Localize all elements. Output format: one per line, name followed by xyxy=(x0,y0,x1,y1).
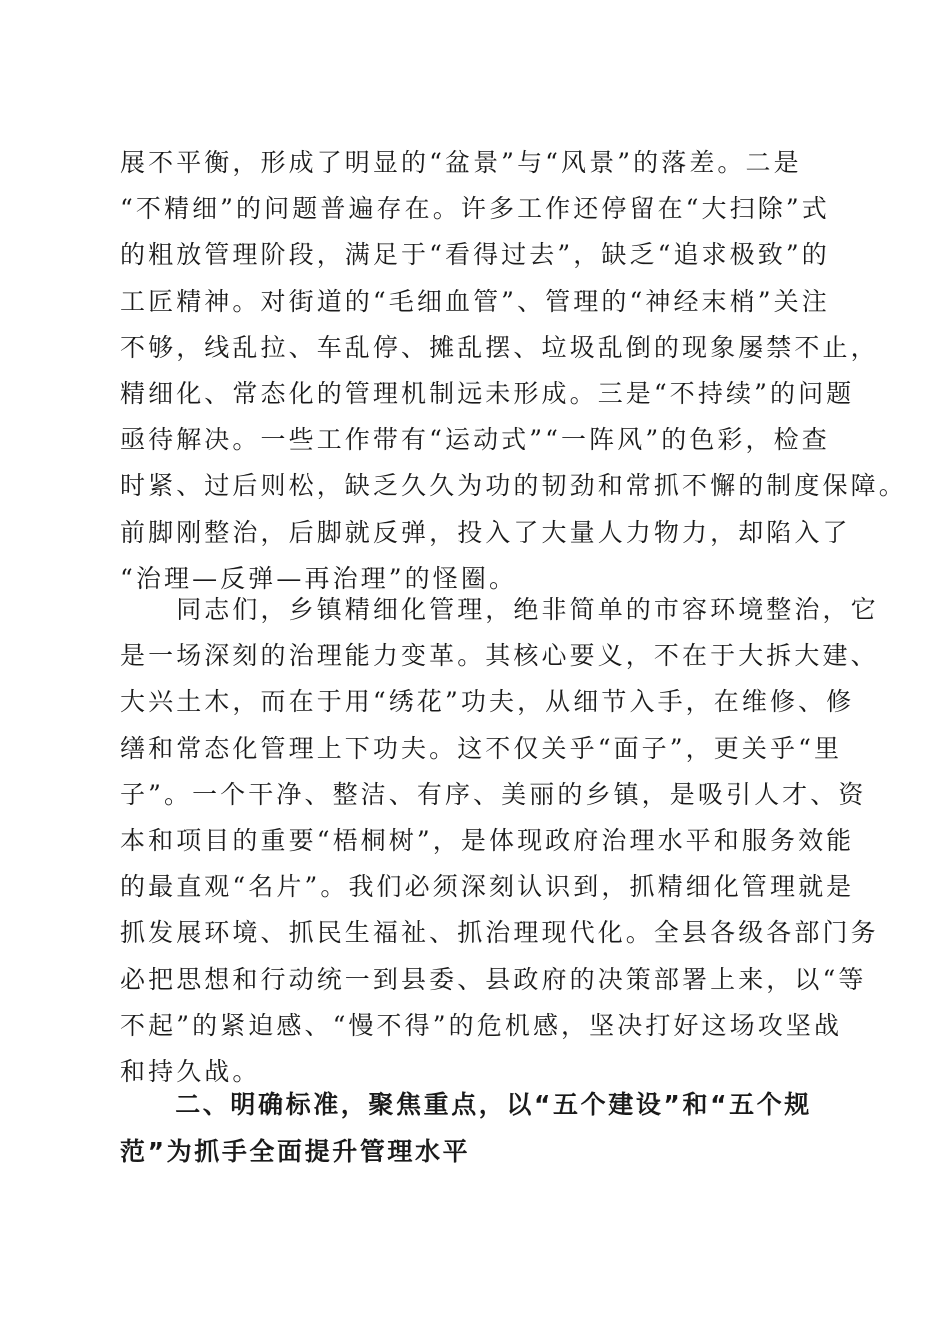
paragraph-line: 同志们，乡镇精细化管理，绝非简单的市容环境整治，它 xyxy=(120,595,879,624)
paragraph-line: 不起”的紧迫感、“慢不得”的危机感，坚决打好这场攻坚战 xyxy=(120,1010,843,1040)
paragraph-line: 展不平衡，形成了明显的“盆景”与“风景”的落差。二是 xyxy=(120,148,802,177)
paragraph-line: 的最直观“名片”。我们必须深刻认识到，抓精细化管理就是 xyxy=(120,872,855,902)
paragraph-line: 不够，线乱拉、车乱停、摊乱摆、垃圾乱倒的现象屡禁不止， xyxy=(120,332,879,362)
paragraph-line: 必把思想和行动统一到县委、县政府的决策部署上来，以“等 xyxy=(120,964,867,994)
paragraph-line: 和持久战。 xyxy=(120,1056,261,1086)
paragraph-line: “不精细”的问题普遍存在。许多工作还停留在“大扫除”式 xyxy=(120,194,830,224)
paragraph-line: 缮和常态化管理上下功夫。这不仅关乎“面子”，更关乎“里 xyxy=(120,733,843,763)
paragraph-line: 的粗放管理阶段，满足于“看得过去”，缺乏“追求极致”的 xyxy=(120,240,830,270)
heading-line: 二、明确标准，聚焦重点，以“五个建设”和“五个规 xyxy=(120,1090,812,1119)
paragraph-line: “治理—反弹—再治理”的怪圈。 xyxy=(120,563,518,593)
paragraph-significance xyxy=(120,587,879,1095)
paragraph-line: 本和项目的重要“梧桐树”，是体现政府治理水平和服务效能 xyxy=(120,825,855,855)
paragraph-problems xyxy=(120,140,907,602)
paragraph-line: 抓发展环境、抓民生福祉、抓治理现代化。全县各级各部门务 xyxy=(120,918,879,948)
section-heading xyxy=(120,1081,840,1175)
paragraph-line: 大兴土木，而在于用“绣花”功夫，从细节入手，在维修、修 xyxy=(120,687,855,717)
paragraph-line: 前脚刚整治，后脚就反弹，投入了大量人力物力，却陷入了 xyxy=(120,517,851,547)
paragraph-line: 子”。一个干净、整洁、有序、美丽的乡镇，是吸引人才、资 xyxy=(120,779,867,809)
paragraph-line: 亟待解决。一些工作带有“运动式”“一阵风”的色彩，检查 xyxy=(120,425,830,455)
heading-line: 范”为抓手全面提升管理水平 xyxy=(120,1137,471,1166)
paragraph-line: 工匠精神。对街道的“毛细血管”、管理的“神经末梢”关注 xyxy=(120,286,830,316)
paragraph-line: 时紧、过后则松，缺乏久久为功的韧劲和常抓不懈的制度保障。 xyxy=(120,471,907,501)
paragraph-line: 精细化、常态化的管理机制远未形成。三是“不持续”的问题 xyxy=(120,378,855,408)
paragraph-line: 是一场深刻的治理能力变革。其核心要义，不在于大拆大建、 xyxy=(120,641,879,671)
